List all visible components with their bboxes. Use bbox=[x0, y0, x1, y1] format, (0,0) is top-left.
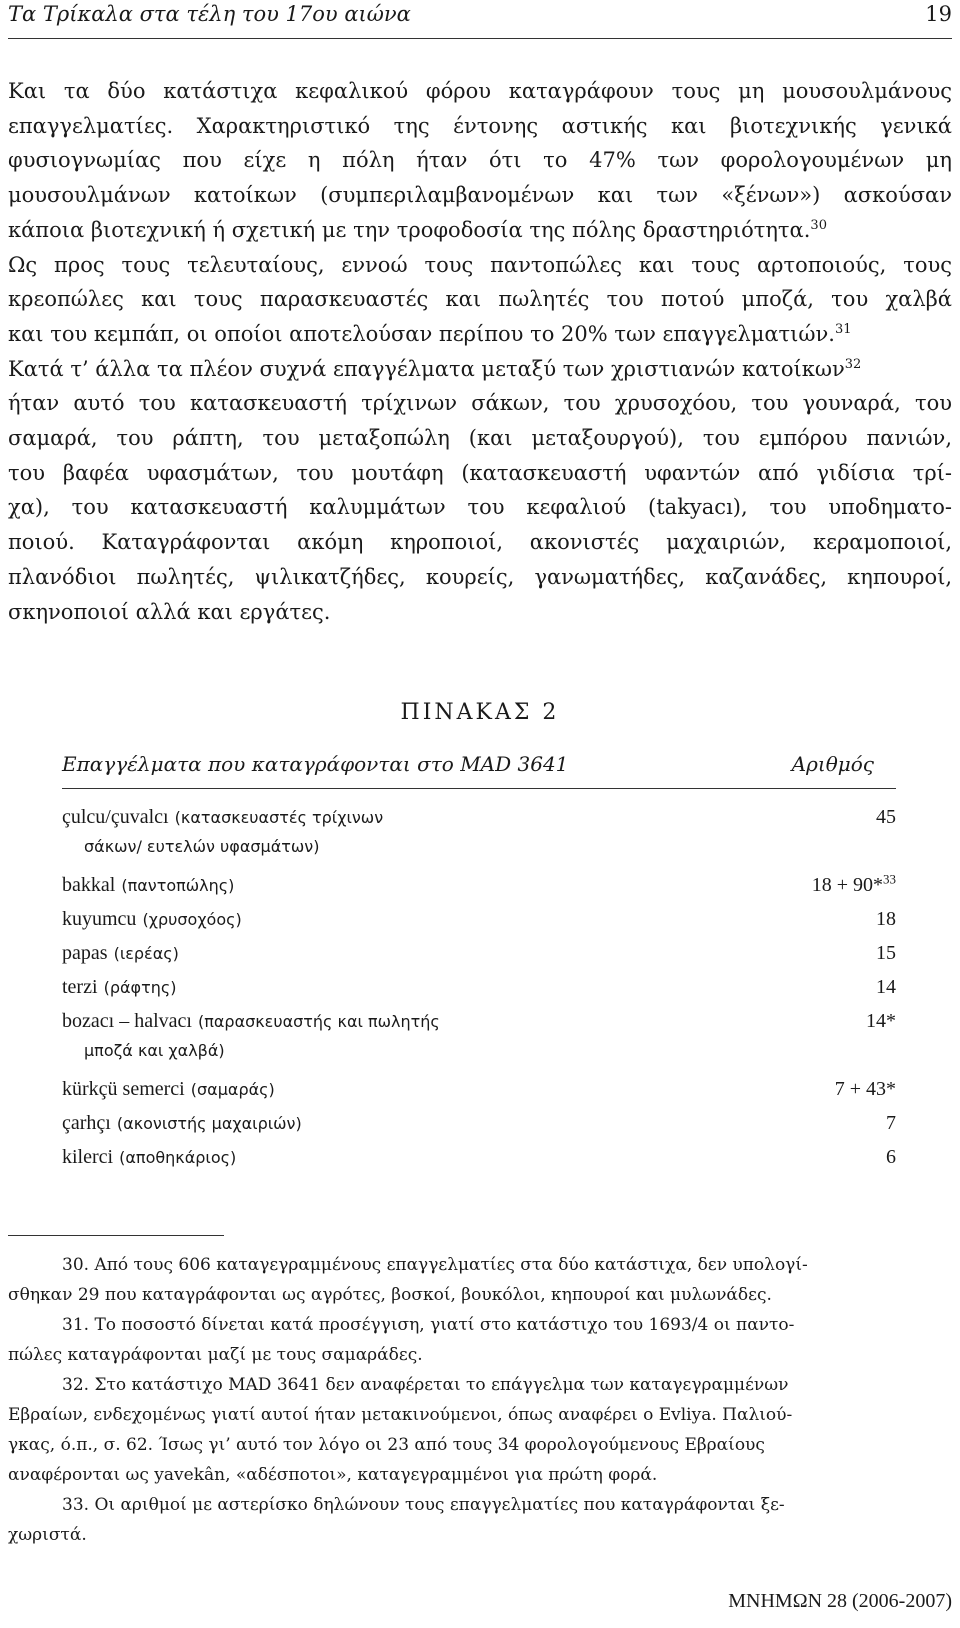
footnote-30 bbox=[8, 1250, 952, 1310]
occupation-term: terzi bbox=[62, 976, 98, 998]
table-caption: ΠΙΝΑΚΑΣ 2 bbox=[400, 700, 560, 725]
occupation-desc: (αποθηκάριος) bbox=[119, 1148, 237, 1167]
occupation-desc: (ράφτης) bbox=[103, 978, 177, 997]
table-row bbox=[62, 1146, 896, 1180]
occupation-term: kilerci bbox=[62, 1146, 114, 1168]
body-line: σαμαρά, του ράπτη, του μεταξοπώλη (και μεταξουργού), του εμπόρου πανιών, bbox=[8, 426, 952, 451]
table-row bbox=[62, 942, 896, 976]
body-paragraph bbox=[8, 74, 952, 629]
note-ref-32: 32 bbox=[844, 356, 862, 372]
footnote-line: αναφέρονται ως yavekân, «αδέσποτοι», καταγεγραμμένοι για πρώτη φορά. bbox=[8, 1465, 658, 1485]
occupation-table bbox=[62, 806, 896, 1180]
count-cell: 15 bbox=[876, 942, 896, 964]
body-line: μουσουλμάνων κατοίκων (συμπεριλαμβανομένων και των «ξένων») ασκούσαν bbox=[8, 183, 952, 208]
body-line: κρεοπώλες και τους παρασκευαστές και πωλητές του ποτού μποζά, του χαλβά bbox=[8, 287, 952, 312]
count-cell: 6 bbox=[886, 1146, 896, 1168]
footnote-line: 31. Το ποσοστό δίνεται κατά προσέγγιση, γιατί στο κατάστιχο του 1693/4 οι παντο- bbox=[62, 1315, 795, 1335]
body-line: επαγγελματίες. Χαρακτηριστικό της έντονης αστικής και βιοτεχνικής γενικά bbox=[8, 113, 952, 138]
occupation-desc: (σαμαράς) bbox=[190, 1080, 275, 1099]
occupation-cell bbox=[62, 1112, 302, 1135]
body-line: ποιού. Καταγράφονται ακόμη κηροποιοί, ακονιστές μαχαιριών, κεραμοποιοί, bbox=[8, 530, 952, 555]
occupation-desc-cont: μποζά και χαλβά) bbox=[84, 1041, 225, 1060]
occupation-cell bbox=[62, 1078, 275, 1101]
body-line: σκηνοποιοί αλλά και εργάτες. bbox=[8, 599, 331, 624]
footnote-31 bbox=[8, 1310, 952, 1370]
table-row bbox=[62, 1112, 896, 1146]
note-ref-31: 31 bbox=[834, 321, 852, 337]
footnote-33 bbox=[8, 1490, 952, 1550]
header-rule bbox=[8, 38, 952, 39]
occupation-term: papas bbox=[62, 942, 108, 964]
count-cell: 45 bbox=[876, 806, 896, 828]
body-line-text: και του κεμπάπ, οι οποίοι αποτελούσαν περίπου το 20% των επαγγελματιών. bbox=[8, 321, 835, 346]
occupation-cell bbox=[62, 1146, 236, 1169]
table-header-occupation: Επαγγέλματα που καταγράφονται στο MAD 3641 bbox=[62, 752, 569, 776]
running-header bbox=[8, 0, 952, 40]
journal-footer: ΜΝΗΜΩΝ 28 (2006-2007) bbox=[728, 1590, 952, 1612]
table-row bbox=[62, 1078, 896, 1112]
footnote-line: 30. Από τους 606 καταγεγραμμένους επαγγελματίες στα δύο κατάστιχα, δεν υπολογί- bbox=[62, 1255, 808, 1275]
table-row bbox=[62, 871, 896, 908]
body-line bbox=[8, 352, 952, 387]
body-line bbox=[8, 213, 952, 248]
count-cell: 18 bbox=[876, 908, 896, 930]
occupation-desc: (παντοπώλης) bbox=[121, 876, 235, 895]
occupation-desc: (ιερέας) bbox=[113, 944, 179, 963]
body-line: Και τα δύο κατάστιχα κεφαλικού φόρου καταγράφουν τους μη μουσουλμάνους bbox=[8, 79, 952, 103]
footnote-line: 33. Οι αριθμοί με αστερίσκο δηλώνουν τους επαγγελματίες που καταγράφονται ξε- bbox=[62, 1495, 785, 1515]
count-value: 18 + 90* bbox=[811, 874, 883, 896]
occupation-desc: (παρασκευαστής και πωλητής bbox=[197, 1012, 440, 1031]
occupation-desc: (κατασκευαστές τρίχινων bbox=[174, 808, 384, 827]
note-ref-30: 30 bbox=[810, 217, 827, 233]
footnote-line: σθηκαν 29 που καταγράφονται ως αγρότες, βοσκοί, βουκόλοι, κηπουροί και μυλωνάδες. bbox=[8, 1285, 772, 1305]
footnote-line: πώλες καταγράφονται μαζί με τους σαμαράδες. bbox=[8, 1345, 423, 1365]
count-cell: 14* bbox=[866, 1010, 896, 1032]
footnote-line: Εβραίων, ενδεχομένως γιατί αυτοί ήταν μετακινούμενοι, όπως αναφέρει ο Evliya. Παλιού- bbox=[8, 1405, 793, 1425]
note-ref-33: 33 bbox=[883, 871, 896, 887]
count-cell: 14 bbox=[876, 976, 896, 998]
occupation-cell bbox=[62, 806, 383, 856]
body-line: πλανόδιοι πωλητές, ψιλικατζήδες, κουρείς, γανωματήδες, καζανάδες, κηπουροί, bbox=[8, 564, 952, 589]
table-row bbox=[62, 976, 896, 1010]
occupation-term: bakkal bbox=[62, 874, 116, 896]
body-line: φυσιογνωμίας που είχε η πόλη ήταν ότι το 47% των φορολογουμένων μη bbox=[8, 148, 952, 173]
table-row bbox=[62, 908, 896, 942]
footnote-line: 32. Στο κατάστιχο MAD 3641 δεν αναφέρεται το επάγγελμα των καταγεγραμμένων bbox=[62, 1375, 789, 1395]
occupation-desc: (ακονιστής μαχαιριών) bbox=[116, 1114, 302, 1133]
occupation-term: çulcu/çuvalcı bbox=[62, 806, 169, 828]
occupation-desc-cont: σάκων/ ευτελών υφασμάτων) bbox=[84, 837, 320, 856]
occupation-term: bozacı – halvacı bbox=[62, 1010, 192, 1032]
occupation-cell bbox=[62, 1010, 440, 1060]
body-line: του βαφέα υφασμάτων, του μουτάφη (κατασκευαστή υφαντών από γιδίσια τρί- bbox=[8, 460, 952, 485]
footnote-rule bbox=[8, 1235, 224, 1236]
table-header-count: Αριθμός bbox=[791, 752, 874, 776]
page-number: 19 bbox=[925, 2, 952, 26]
table-row bbox=[62, 1010, 896, 1078]
occupation-desc: (χρυσοχόος) bbox=[142, 910, 242, 929]
body-line-text: κάποια βιοτεχνική ή σχετική με την τροφοδοσία της πόλης δραστηριότητα. bbox=[8, 217, 811, 242]
occupation-cell bbox=[62, 942, 179, 965]
count-cell: 7 bbox=[886, 1112, 896, 1134]
body-line bbox=[8, 317, 952, 352]
count-cell bbox=[811, 871, 896, 897]
footnote-line: χωριστά. bbox=[8, 1525, 87, 1545]
occupation-term: çarhçı bbox=[62, 1112, 111, 1134]
footnote-line: γκας, ό.π., σ. 62. Ίσως γι’ αυτό τον λόγο οι 23 από τους 34 φορολογούμενους Εβραίους bbox=[8, 1435, 765, 1455]
count-cell: 7 + 43* bbox=[834, 1078, 896, 1100]
body-line: χα), του κατασκευαστή καλυμμάτων του κεφαλιού (takyacı), του υποδηματο- bbox=[8, 495, 952, 520]
body-line-text: Κατά τ’ άλλα τα πλέον συχνά επαγγέλματα μεταξύ των χριστιανών κατοίκων bbox=[8, 356, 845, 381]
footnotes bbox=[8, 1250, 952, 1550]
running-title: Τα Τρίκαλα στα τέλη του 17ου αιώνα bbox=[8, 2, 411, 26]
occupation-cell bbox=[62, 908, 242, 931]
body-line: ήταν αυτό του κατασκευαστή τρίχινων σάκων, του χρυσοχόου, του γουναρά, του bbox=[8, 391, 952, 416]
table-row bbox=[62, 806, 896, 874]
footnote-32 bbox=[8, 1370, 952, 1490]
occupation-term: kuyumcu bbox=[62, 908, 137, 930]
body-line: Ως προς τους τελευταίους, εννοώ τους παντοπώλες και τους αρτοποιούς, τους bbox=[8, 252, 952, 277]
table-header-rule bbox=[62, 788, 896, 789]
occupation-cell bbox=[62, 976, 176, 999]
occupation-term: kürkçü semerci bbox=[62, 1078, 185, 1100]
occupation-cell bbox=[62, 874, 234, 897]
